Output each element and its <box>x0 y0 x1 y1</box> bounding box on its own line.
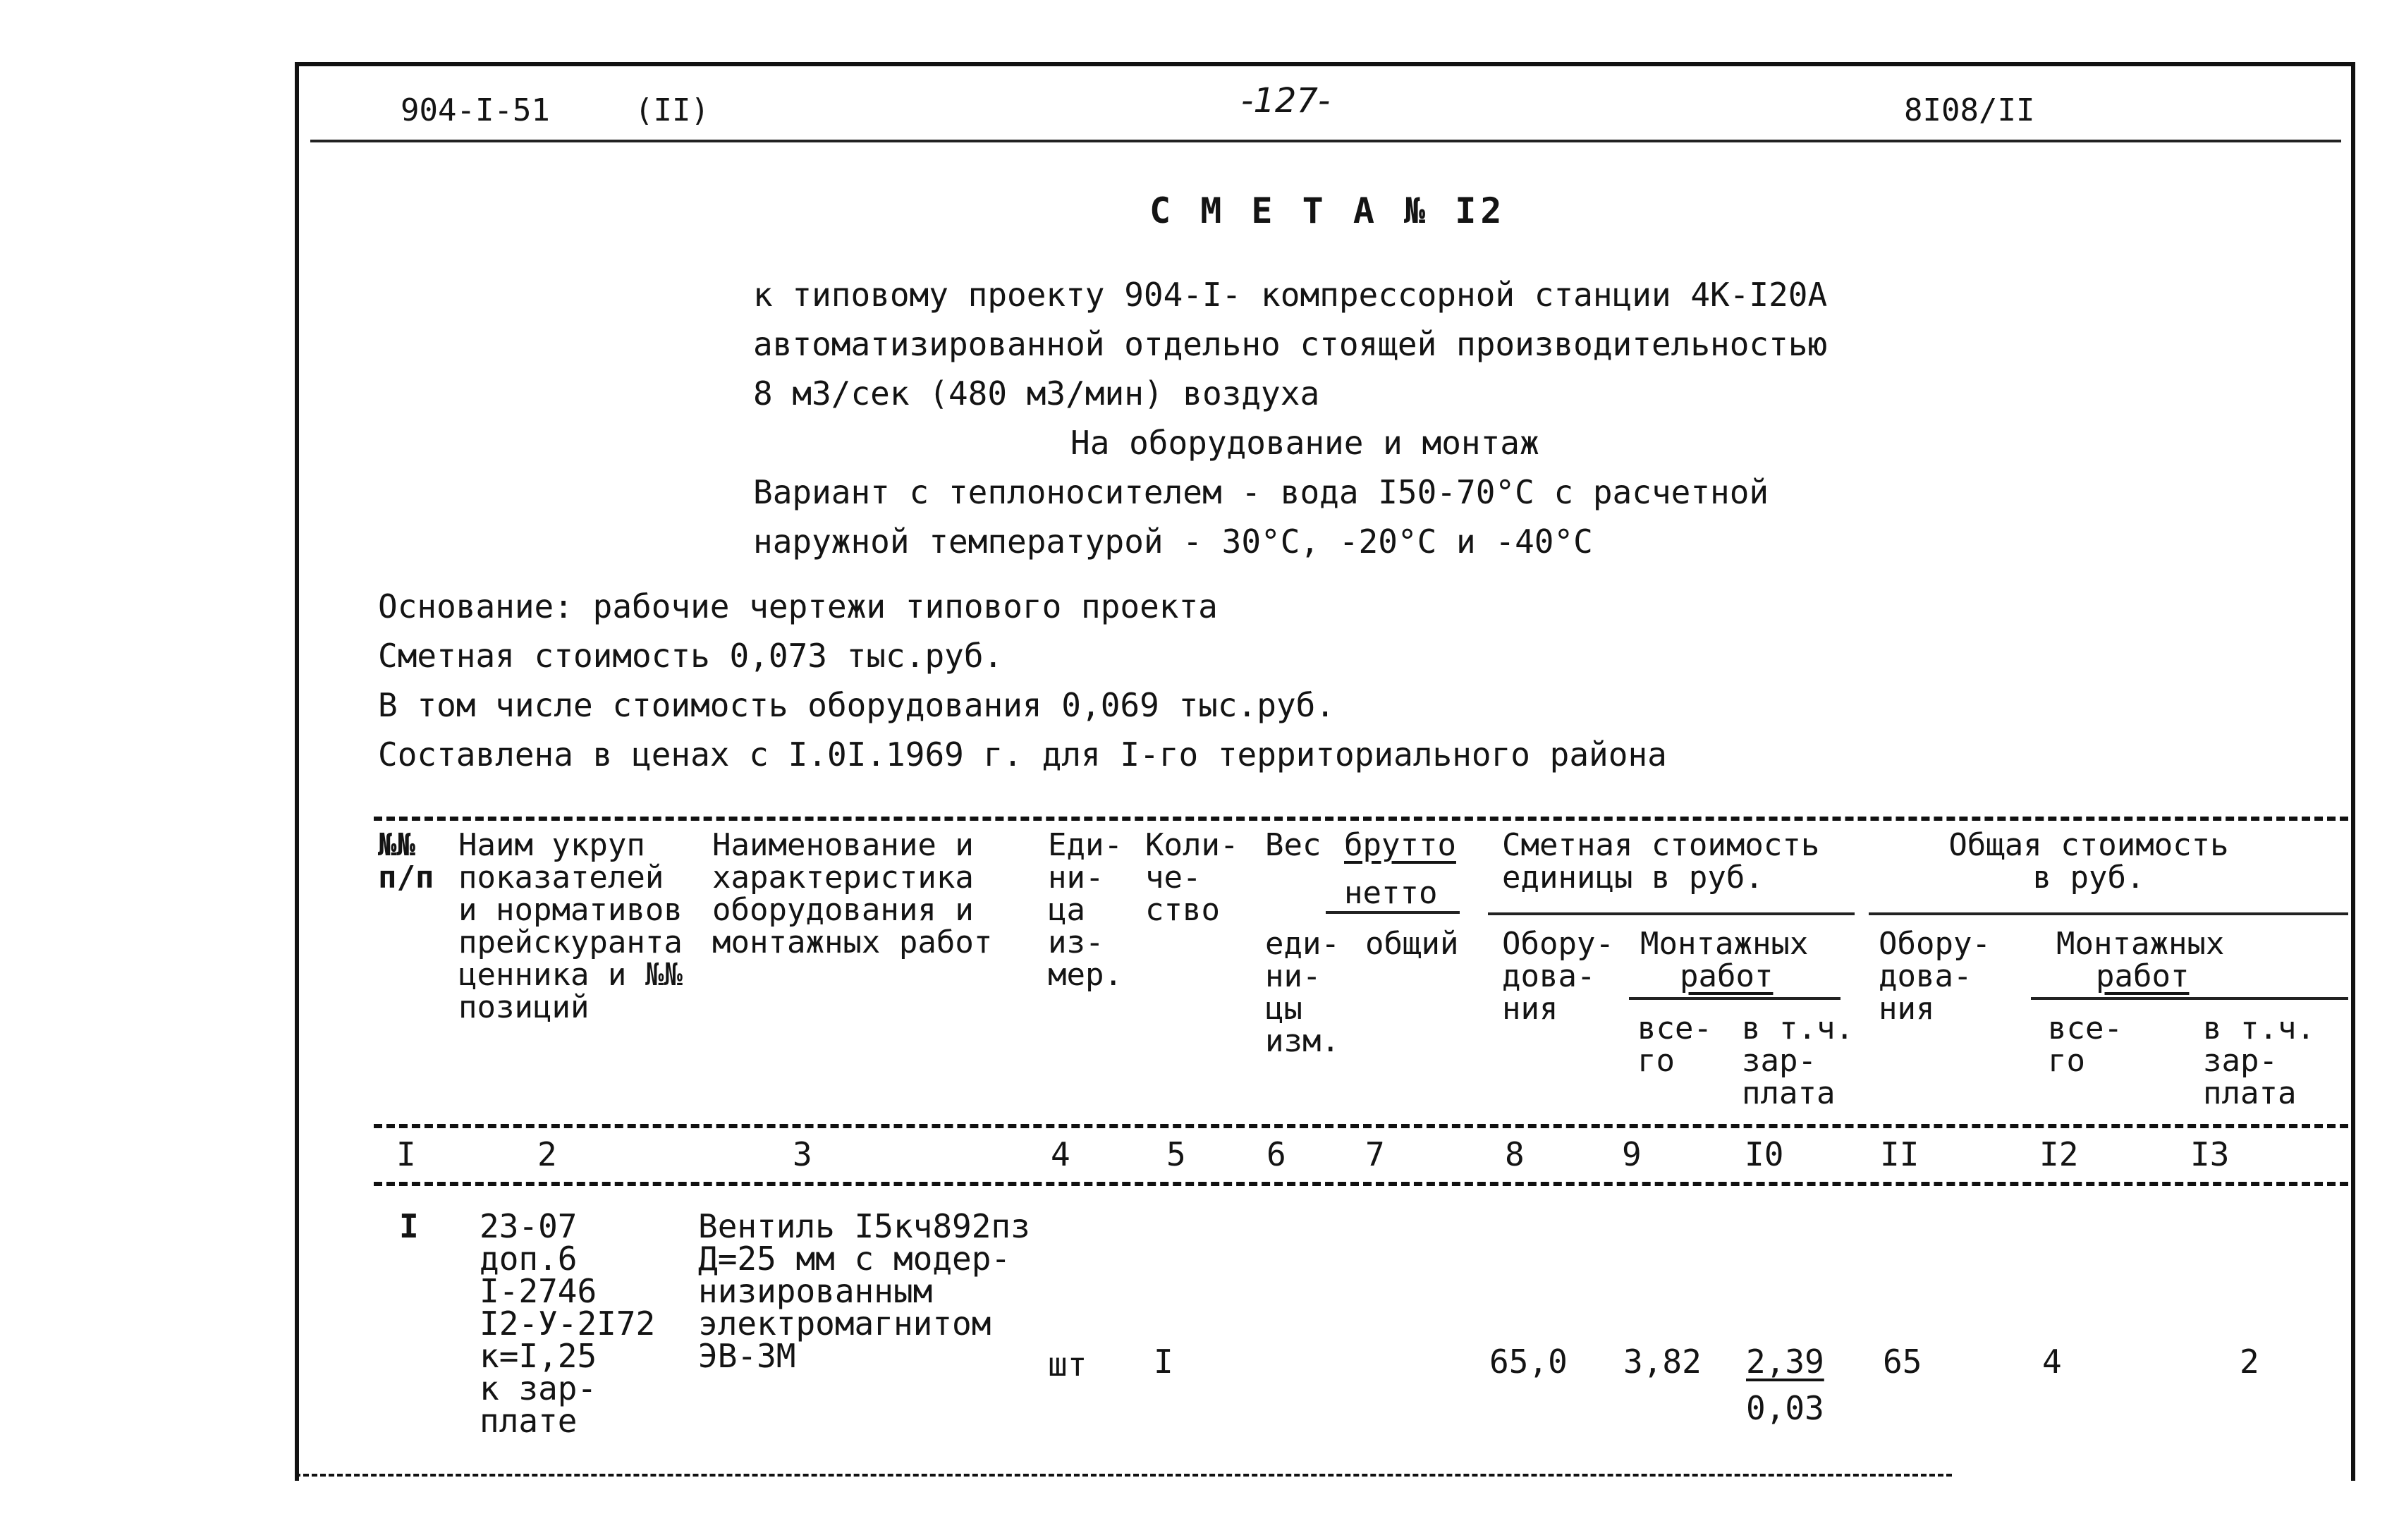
prices-basis-line: Составлена в ценах с I.0I.1969 г. для I-го территориального района <box>378 735 1667 774</box>
total-mounting-rule <box>2031 997 2348 1000</box>
col-header-description: Наименование и характеристика оборудования и монтажных работ <box>712 827 993 960</box>
col-header-unit-equipment: Обору- дова- ния <box>1502 926 1614 1027</box>
col-header-weight-gross: брутто <box>1344 827 1456 863</box>
row-reference: 23-07 доп.6 I-2746 I2-У-2I72 к=I,25 к зар- плате <box>480 1207 656 1440</box>
row-quantity: I <box>1154 1343 1173 1381</box>
col-number: I0 <box>1745 1135 1784 1173</box>
title-line-6: наружной температурой - 30°С, -20°С и -40°С <box>753 522 1593 561</box>
col-header-weight: Вес <box>1265 827 1321 863</box>
page-number: -127- <box>1241 81 1331 121</box>
bottom-edge-rule <box>295 1474 1952 1477</box>
col-number: 2 <box>537 1135 557 1173</box>
row-unit-equipment: 65,0 <box>1489 1343 1568 1381</box>
row-unit: шт <box>1048 1345 1087 1383</box>
header-rule <box>310 140 2341 142</box>
row-unit-mount-total: 3,82 <box>1623 1343 1702 1381</box>
weight-rule <box>1326 911 1460 914</box>
col-number: 8 <box>1505 1135 1525 1173</box>
col-header-total-mount: все- го <box>2048 1010 2123 1079</box>
col-header-number: №№ п/п <box>378 827 434 896</box>
col-number: I <box>396 1135 416 1173</box>
col-header-weight-net: нетто <box>1344 875 1438 911</box>
col-header-weight-total: общий <box>1365 926 1459 962</box>
project-part: (II) <box>635 92 709 128</box>
col-number: I3 <box>2190 1135 2230 1173</box>
col-header-total-wage: в т.ч. зар- плата <box>2203 1010 2315 1111</box>
frame-right-border <box>2351 62 2355 1481</box>
col-header-unit-mounting: Монтажных работ <box>1640 926 1809 994</box>
col-header-weight-per-unit: еди- ни- цы изм. <box>1265 926 1340 1059</box>
row-total-wage: 2 <box>2240 1343 2259 1381</box>
col-header-quantity: Коли- че- ство <box>1145 827 1239 928</box>
header-bottom-rule <box>374 1124 2348 1128</box>
col-header-unit-wage: в т.ч. зар- плата <box>1742 1010 1854 1111</box>
col-number: 9 <box>1622 1135 1642 1173</box>
row-unit-wage-sub: 0,03 <box>1746 1389 1824 1427</box>
col-header-total-mounting: Монтажных работ <box>2056 926 2225 994</box>
equipment-cost-line: В том числе стоимость оборудования 0,069 тыс.руб. <box>378 686 1336 724</box>
frame-left-border <box>295 62 299 1481</box>
estimate-heading: С М Е Т А № I2 <box>1149 190 1506 231</box>
row-unit-wage: 2,39 <box>1746 1343 1824 1381</box>
col-header-reference: Наим укруп показателей и нормативов прейскуранта ценника и №№ позиций <box>458 827 683 1025</box>
col-header-unit-cost: Сметная стоимость единицы в руб. <box>1502 827 1820 896</box>
title-line-5: Вариант с теплоносителем - вода I50-70°С с расчетной <box>753 473 1769 511</box>
col-number: 3 <box>793 1135 812 1173</box>
frame-top-border <box>295 62 2355 66</box>
title-line-1: к типовому проекту 904-I- компрессорной станции 4К-I20А <box>753 276 1828 314</box>
unit-mounting-rule <box>1629 997 1841 1000</box>
table-top-rule <box>374 817 2348 821</box>
row-description: Вентиль I5кч892пз Д=25 мм с модер- низированным электромагнитом ЭВ-3М <box>698 1207 1030 1375</box>
row-number: I <box>399 1207 419 1245</box>
col-number: 5 <box>1166 1135 1186 1173</box>
title-line-3: 8 м3/сек (480 м3/мин) воздуха <box>753 374 1320 412</box>
col-header-total-cost: Общая стоимость в руб. <box>1948 827 2229 896</box>
basis-line-1: Основание: рабочие чертежи типового проекта <box>378 587 1218 625</box>
row-total-equipment: 65 <box>1883 1343 1922 1381</box>
col-number: 6 <box>1266 1135 1286 1173</box>
column-numbers-rule <box>374 1182 2348 1186</box>
col-number: I2 <box>2039 1135 2079 1173</box>
unit-cost-rule <box>1488 912 1855 915</box>
col-number: II <box>1880 1135 1919 1173</box>
col-header-unit-mount-total: все- го <box>1637 1010 1712 1079</box>
col-number: 4 <box>1051 1135 1070 1173</box>
title-line-4: На оборудование и монтаж <box>1070 424 1539 462</box>
total-cost-rule <box>1869 912 2348 915</box>
title-line-2: автоматизированной отдельно стоящей производительностью <box>753 325 1828 363</box>
document-code: 8I08/II <box>1904 92 2035 128</box>
col-header-unit: Еди- ни- ца из- мер. <box>1048 827 1123 993</box>
estimated-cost-line: Сметная стоимость 0,073 тыс.руб. <box>378 637 1003 675</box>
col-header-total-equipment: Обору- дова- ния <box>1879 926 1991 1027</box>
row-total-mount: 4 <box>2042 1343 2062 1381</box>
col-number: 7 <box>1365 1135 1385 1173</box>
project-code: 904-I-51 <box>401 92 550 128</box>
